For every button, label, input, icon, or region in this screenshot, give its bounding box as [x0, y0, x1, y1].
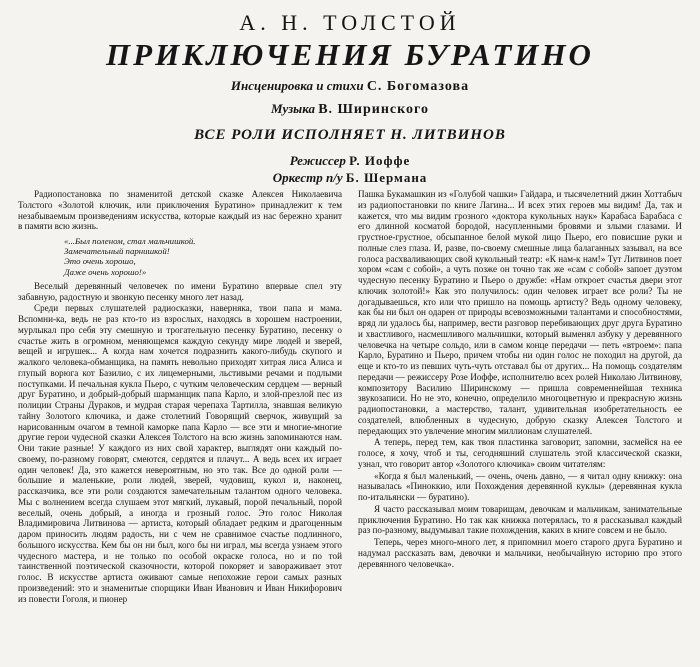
closing-paragraph: Теперь, через много-много лет, я припомнил моего старого друга Буратино и надумал рассказать вам, девочки и мальчики, необычайную историю про этого деревянного человечка». [358, 537, 682, 569]
director-label: Режиссер [289, 153, 346, 168]
orchestra-credit [18, 169, 682, 186]
verse-line: Даже очень хорошо!» [64, 266, 147, 277]
verse-line: «...Был поленом, стал мальчишкой. [64, 236, 196, 246]
music-author: В. Ширинского [318, 102, 430, 117]
music-label: Музыка [270, 101, 315, 116]
body-text-columns [18, 189, 682, 663]
heroes-paragraph: Пашка Букамашкин из «Голубой чашки» Гайдара, и тысячелетний джин Хоттабыч из радиопостановки по книге Лагина... И всех этих героев мы видим! Да, так и кажется, что мы видим грозного «доктора кукольных наук» Карабаса Барабаса с его длинной косматой бородой, насупленными бровями и злыми глазами. И грустное-грустное, обсыпанное белой мукой лицо Пьеро, его повисшие руки и полные слез глаза. И, разве, по-своему смешные лица балаганных зазывал, на все голоса расхваливающих свой кукольный театр: «К нам-к нам!» Тут Литвинов поет хором «сам с собой», а чуть позже он точно так же «сам с собой» запоет дуэтом чудесную песенку Буратино и Пьеро о дружбе: «Нам откроет счастья двери этот ключик золотой!» Как это получилось: один человек играет все роли? Ты не догадываешься, кто или что пришло на помощь артисту? Ведь одному человеку, как бы ни был он одарен от природы всевозможными талантами и способностями, вряд ли удалось бы, например, вести разговор перебивающих друг друга Буратино и хвастливого, насмешливого мальчишки, который выменял азбуку у деревянного человечка на четыре сольдо, или в самом конце передачи — петь «втроем»: папа Карло, Буратино и Пьеро, причем чтобы ни один голос не походил на другой, да еще и кто-то из певших чуть-чуть отставал бы от других... На помощь создателям передачи — режиссеру Розе Иоффе, исполнителю всех ролей Николаю Литвинову, композитору Василию Ширинскому — пришла современнейшая техника звукозаписи. Но не это, конечно, определило многоцветную и прекрасную жизнь радиопостановки, а мастерство, талант, удивительная изобретательность ее создателей, влюбленных в чудесную, добрую сказку Алексея Толстого и передающих это увлечение многим миллионам слушателей. [358, 189, 682, 436]
verse-line: Это очень хорошо, [64, 256, 136, 267]
author-intro-paragraph: А теперь, перед тем, как твоя пластинка заговорит, запомни, засмейся на ее голосе, я хочу, чтоб и ты, сегодняшний слушатель этой классической сказки, узнал, что говорит автор «Золотого ключика» своим читателям: [358, 437, 682, 469]
verse-line: Замечательный парнишкой! [64, 246, 170, 257]
staging-label: Инсценировка и стихи [230, 78, 364, 93]
all-roles-performer: ВСЕ РОЛИ ИСПОЛНЯЕТ Н. ЛИТВИНОВ [194, 127, 506, 143]
song-verse [64, 236, 342, 277]
listeners-paragraph: Среди первых слушателей радиосказки, наверняка, твои папа и мама. Вспомни-ка, ведь не раз кто-то из взрослых, находясь в хорошем настроении, мурлыкал про себя эту смешную и трогательную песенку Буратино, песенку о счастье жить в огромном, меняющемся каждую секунду мире людей и зверей, вещей и игрушек... А когда нам хочется подразнить какого-либудь скупого и жалкого человека-обманщика, на память невольно приходят хитрая лиса Алиса и глупый ворюга кот Базилио, с их лицемерными, льстивыми речами и подлыми поступками. И печальная кукла Пьеро, с чутким человеческим сердцем — верный друг Буратино, и добрый-добрый шарманщик папа Карло, и злой-презлой пес из полиции Страны Дураков, и мудрая старая черепаха Тартилла, знавшая великую тайну Золотого ключика, и даже столетний Говорящий сверчок, живущий за нарисованным очагом в темной каморке папа Карло — все эти и многие-многие другие герои чудесной сказки Алексея Толстого на всю жизнь запоминаются нам. Они такие разные! У каждого из них свой характер, выглядят они каждый по-своему, по-разному говорят, смеются, сердятся и плачут... А ведь всех их играет один человек! Да, это кажется невероятным, но это так. Все до одной роли — большие и маленькие, роли людей, зверей, чудовищ, кукол и, наконец, рассказчика, все эти роли создаются замечательным талантом одного человека. Мы с волнением всегда слушаем этот мягкий, лукавый, порой печальный, порой веселый, очень добрый, а иногда и грозный голос. Это голос Николая Владимировича Литвинова — артиста, который обладает редким и драгоценным даром приносить людям радость, ни с чем не сравнимое счастье подлинного, большого искусства. Кем бы он ни был, кого бы ни играл, мы всегда узнаем этого чудесного мастера, и не только по особой окраске голоса, но и по той таинственной поэтической сказочности, которой покоряет и завораживает этот голос. В искусстве артиста оживают самые непохожие герои самых разных произведений: это и знаменитые спорщики Иван Иванович и Иван Никифорович из повести Гоголя, и пионер [18, 303, 342, 604]
intro-paragraph: Радиопостановка по знаменитой детской сказке Алексея Николаевича Толстого «Золотой ключик, или приключения Буратино» принадлежит к тем незабываемым произведениям искусства, которые каждый из нас бережно хранит в памяти всю жизнь. [18, 189, 342, 232]
author-quote-paragraph: «Когда я был маленький, — очень, очень давно, — я читал одну книжку: она называлась «Пиноккио, или Похождения деревянной куклы» (деревянная кукла по-итальянски — буратино). [358, 470, 682, 502]
staging-author: С. Богомазова [366, 79, 470, 94]
left-text-column [18, 189, 342, 663]
music-credit [18, 101, 682, 118]
work-title: ПРИКЛЮЧЕНИЯ БУРАТИНО [106, 37, 594, 72]
director-credit [18, 152, 682, 169]
orchestra-conductor: Б. Шермана [345, 170, 428, 185]
staging-credit [18, 78, 682, 95]
retelling-paragraph: Я часто рассказывал моим товарищам, девочкам и мальчикам, занимательные приключения Буратино. Но так как книжка потерялась, то я рассказывал каждый раз по-разному, выдумывал такие похождения, каких в книге совсем и не было. [358, 503, 682, 536]
song-paragraph: Веселый деревянный человечек по имени Буратино впервые спел эту забавную, радостную и звонкую песенку много лет назад. [18, 280, 342, 302]
orchestra-label: Оркестр п/у [272, 170, 343, 185]
right-text-column [358, 189, 682, 663]
director-name: Р. Иоффе [349, 153, 411, 168]
credits-header [18, 10, 682, 186]
author-name: А. Н. ТОЛСТОЙ [239, 10, 461, 35]
